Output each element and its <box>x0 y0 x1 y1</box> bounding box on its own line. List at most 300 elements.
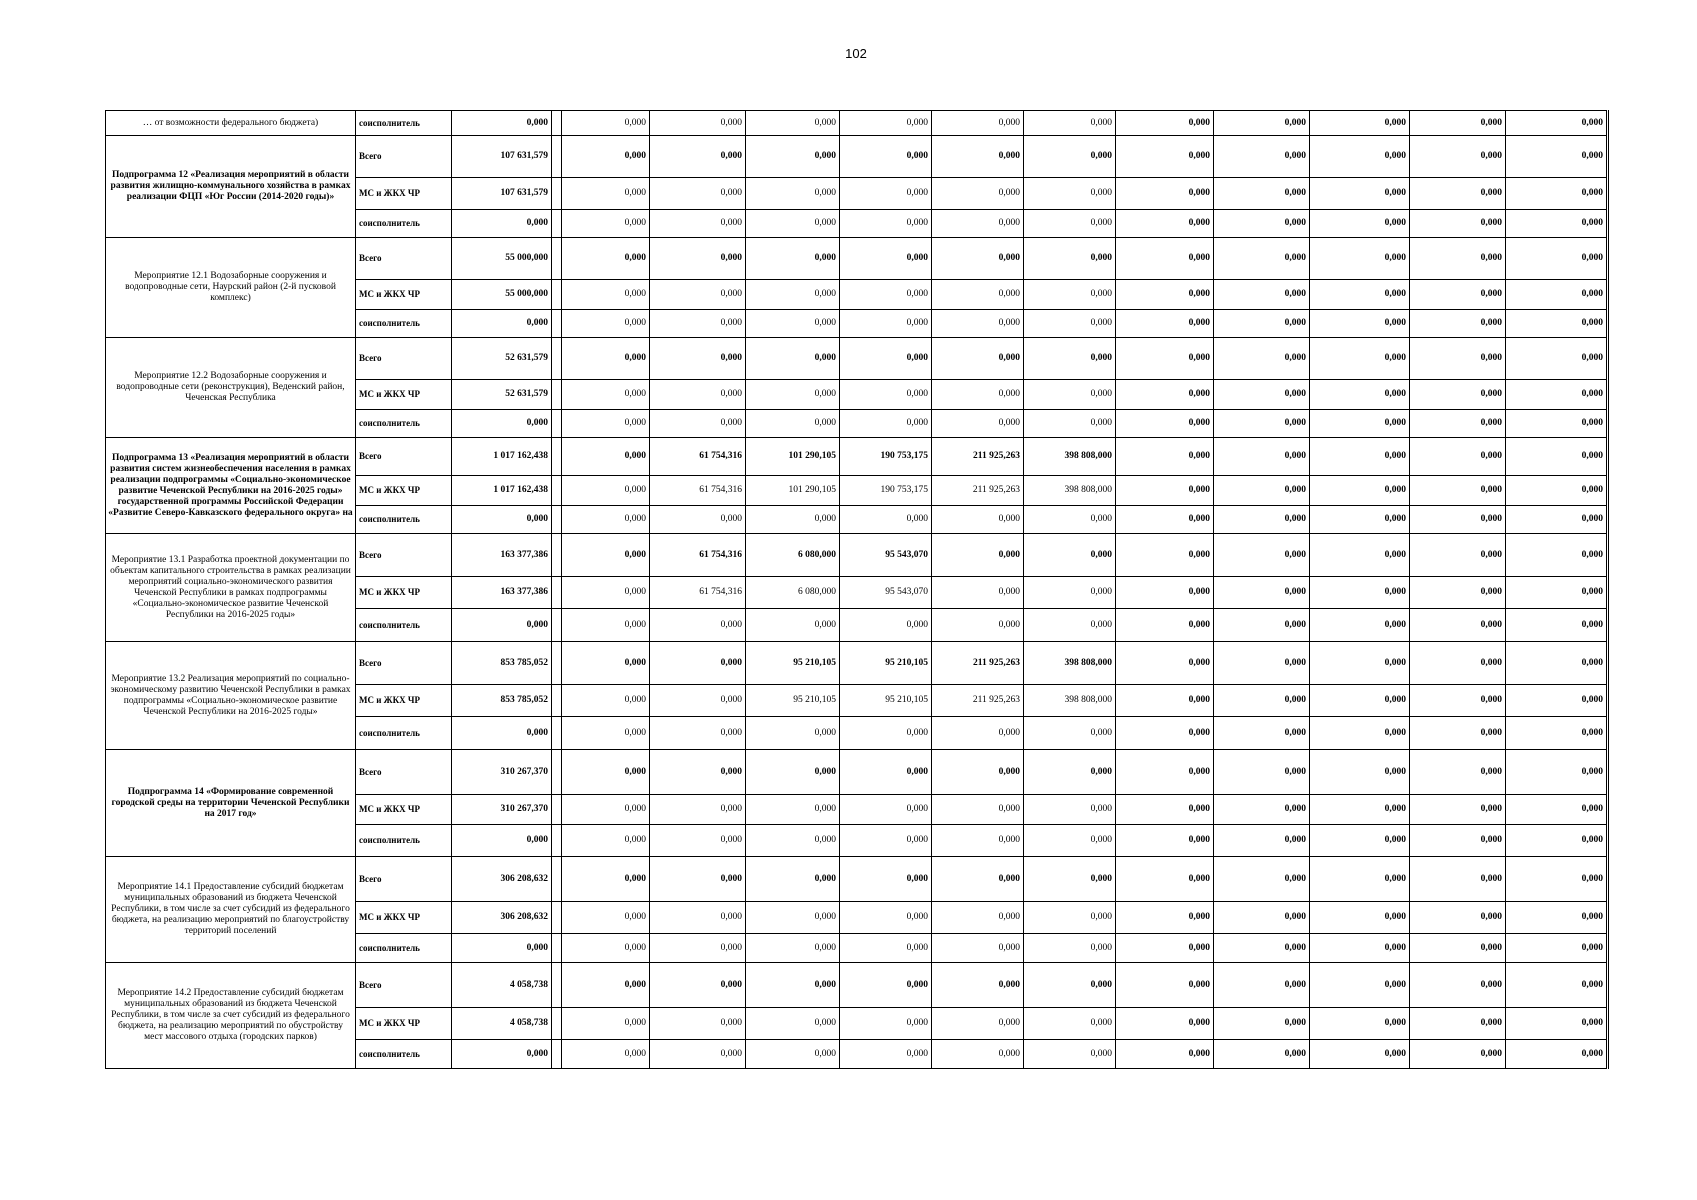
amount-cell: 0,000 <box>452 717 552 750</box>
amount-cell: 0,000 <box>452 410 552 438</box>
amount-cell: 0,000 <box>562 685 650 717</box>
amount-cell: 0,000 <box>1214 136 1310 178</box>
amount-cell: 0,000 <box>1214 280 1310 310</box>
amount-cell: 0,000 <box>1506 1040 1608 1069</box>
column-divider <box>552 609 562 642</box>
amount-cell: 0,000 <box>562 857 650 902</box>
amount-cell: 0,000 <box>932 178 1024 210</box>
amount-cell: 0,000 <box>746 1040 840 1069</box>
amount-cell: 853 785,052 <box>452 685 552 717</box>
amount-cell: 0,000 <box>1024 506 1116 534</box>
funding-source: Всего <box>356 857 452 902</box>
amount-cell: 0,000 <box>746 857 840 902</box>
amount-cell: 0,000 <box>932 609 1024 642</box>
amount-cell: 0,000 <box>1410 111 1506 136</box>
amount-cell: 0,000 <box>1024 410 1116 438</box>
amount-cell: 0,000 <box>1410 934 1506 963</box>
amount-cell: 0,000 <box>1310 902 1410 934</box>
amount-cell: 0,000 <box>650 178 746 210</box>
funding-source: Всего <box>356 238 452 280</box>
column-divider <box>552 506 562 534</box>
column-divider <box>552 438 562 476</box>
amount-cell: 0,000 <box>932 310 1024 338</box>
amount-cell: 0,000 <box>562 934 650 963</box>
amount-cell: 163 377,386 <box>452 534 552 577</box>
amount-cell: 0,000 <box>932 1008 1024 1040</box>
amount-cell: 0,000 <box>650 795 746 825</box>
amount-cell: 0,000 <box>1024 577 1116 609</box>
amount-cell: 0,000 <box>1024 210 1116 238</box>
amount-cell: 0,000 <box>746 825 840 857</box>
amount-cell: 52 631,579 <box>452 380 552 410</box>
budget-table <box>105 110 1609 1069</box>
amount-cell: 0,000 <box>1506 280 1608 310</box>
row-group-name: Мероприятие 14.1 Предоставление субсидий бюджетам муниципальных образований из бюджета Чеченской Республики, в том числе за счет субсидий из федерального бюджета, на реализацию мероприятий по благоустройству территорий поселений <box>106 857 356 963</box>
amount-cell: 0,000 <box>840 338 932 380</box>
amount-cell: 0,000 <box>746 717 840 750</box>
column-divider <box>552 136 562 178</box>
amount-cell: 0,000 <box>1024 338 1116 380</box>
amount-cell: 0,000 <box>1214 210 1310 238</box>
column-divider <box>552 1040 562 1069</box>
amount-cell: 0,000 <box>650 1008 746 1040</box>
amount-cell: 1 017 162,438 <box>452 476 552 506</box>
amount-cell: 0,000 <box>1214 609 1310 642</box>
amount-cell: 0,000 <box>650 280 746 310</box>
column-divider <box>552 750 562 795</box>
amount-cell: 0,000 <box>1310 934 1410 963</box>
amount-cell: 0,000 <box>1214 577 1310 609</box>
amount-cell: 0,000 <box>1214 338 1310 380</box>
amount-cell: 0,000 <box>1506 1008 1608 1040</box>
amount-cell: 0,000 <box>562 1040 650 1069</box>
amount-cell: 0,000 <box>840 136 932 178</box>
amount-cell: 0,000 <box>1214 685 1310 717</box>
amount-cell: 0,000 <box>1410 577 1506 609</box>
amount-cell: 0,000 <box>1506 506 1608 534</box>
amount-cell: 0,000 <box>1310 506 1410 534</box>
amount-cell: 0,000 <box>1310 642 1410 685</box>
amount-cell: 0,000 <box>746 795 840 825</box>
amount-cell: 0,000 <box>840 825 932 857</box>
amount-cell: 95 210,105 <box>840 685 932 717</box>
amount-cell: 0,000 <box>1024 380 1116 410</box>
amount-cell: 0,000 <box>1506 717 1608 750</box>
amount-cell: 0,000 <box>1410 902 1506 934</box>
amount-cell: 211 925,263 <box>932 685 1024 717</box>
amount-cell: 107 631,579 <box>452 136 552 178</box>
amount-cell: 0,000 <box>746 902 840 934</box>
funding-source: соисполнитель <box>356 609 452 642</box>
amount-cell: 0,000 <box>840 857 932 902</box>
amount-cell: 0,000 <box>1024 310 1116 338</box>
amount-cell: 0,000 <box>840 280 932 310</box>
amount-cell: 0,000 <box>1310 534 1410 577</box>
amount-cell: 0,000 <box>1410 178 1506 210</box>
amount-cell: 0,000 <box>1310 111 1410 136</box>
amount-cell: 0,000 <box>1024 1008 1116 1040</box>
amount-cell: 101 290,105 <box>746 476 840 506</box>
amount-cell: 0,000 <box>1024 280 1116 310</box>
row-group-name: Мероприятие 14.2 Предоставление субсидий бюджетам муниципальных образований из бюджета Чеченской Республики, в том числе за счет субсидий из федерального бюджета, на реализацию мероприятий по обустройству мест массового отдыха (городских парков) <box>106 963 356 1069</box>
amount-cell: 0,000 <box>1116 825 1214 857</box>
amount-cell: 0,000 <box>1506 902 1608 934</box>
amount-cell: 0,000 <box>932 380 1024 410</box>
funding-source: МС и ЖКХ ЧР <box>356 476 452 506</box>
column-divider <box>552 685 562 717</box>
amount-cell: 0,000 <box>1506 934 1608 963</box>
amount-cell: 0,000 <box>1024 111 1116 136</box>
row-group-name: Мероприятие 13.1 Разработка проектной документации по объектам капитального строительства в рамках реализации мероприятий социально-экономического развития Чеченской Республики в рамках подпрограммы «Социально-экономическое развитие Чеченской Республики на 2016-2025 годы» <box>106 534 356 642</box>
amount-cell: 0,000 <box>840 934 932 963</box>
amount-cell: 0,000 <box>1024 902 1116 934</box>
amount-cell: 0,000 <box>1214 476 1310 506</box>
amount-cell: 0,000 <box>562 338 650 380</box>
amount-cell: 0,000 <box>1410 410 1506 438</box>
amount-cell: 0,000 <box>562 534 650 577</box>
amount-cell: 0,000 <box>650 111 746 136</box>
amount-cell: 0,000 <box>1024 136 1116 178</box>
amount-cell: 0,000 <box>562 280 650 310</box>
amount-cell: 0,000 <box>1214 380 1310 410</box>
amount-cell: 0,000 <box>650 717 746 750</box>
funding-source: соисполнитель <box>356 210 452 238</box>
amount-cell: 0,000 <box>452 506 552 534</box>
amount-cell: 0,000 <box>1506 136 1608 178</box>
amount-cell: 0,000 <box>562 717 650 750</box>
amount-cell: 0,000 <box>1310 963 1410 1008</box>
amount-cell: 0,000 <box>562 1008 650 1040</box>
amount-cell: 0,000 <box>746 609 840 642</box>
amount-cell: 0,000 <box>1410 438 1506 476</box>
amount-cell: 0,000 <box>1310 136 1410 178</box>
amount-cell: 211 925,263 <box>932 438 1024 476</box>
column-divider <box>552 577 562 609</box>
row-group-name: Мероприятие 12.1 Водозаборные сооружения и водопроводные сети, Наурский район (2-й пусковой комплекс) <box>106 238 356 338</box>
row-group-name: Подпрограмма 12 «Реализация мероприятий в области развития жилищно-коммунального хозяйства в рамках реализации ФЦП «Юг России (2014-2020 годы)» <box>106 136 356 238</box>
amount-cell: 0,000 <box>746 410 840 438</box>
amount-cell: 310 267,370 <box>452 795 552 825</box>
amount-cell: 0,000 <box>1410 609 1506 642</box>
amount-cell: 0,000 <box>1506 825 1608 857</box>
table-row <box>106 111 1608 136</box>
amount-cell: 0,000 <box>840 210 932 238</box>
amount-cell: 0,000 <box>562 238 650 280</box>
amount-cell: 61 754,316 <box>650 577 746 609</box>
amount-cell: 0,000 <box>840 178 932 210</box>
amount-cell: 0,000 <box>840 1008 932 1040</box>
amount-cell: 0,000 <box>562 795 650 825</box>
amount-cell: 0,000 <box>562 476 650 506</box>
amount-cell: 0,000 <box>452 210 552 238</box>
amount-cell: 0,000 <box>1116 136 1214 178</box>
amount-cell: 0,000 <box>1310 577 1410 609</box>
amount-cell: 55 000,000 <box>452 280 552 310</box>
amount-cell: 0,000 <box>932 338 1024 380</box>
column-divider <box>552 1008 562 1040</box>
amount-cell: 0,000 <box>1116 685 1214 717</box>
amount-cell: 398 808,000 <box>1024 642 1116 685</box>
amount-cell: 0,000 <box>1116 338 1214 380</box>
table-row <box>106 857 1608 902</box>
amount-cell: 190 753,175 <box>840 476 932 506</box>
amount-cell: 0,000 <box>1214 410 1310 438</box>
amount-cell: 0,000 <box>650 934 746 963</box>
column-divider <box>552 111 562 136</box>
amount-cell: 0,000 <box>932 717 1024 750</box>
amount-cell: 0,000 <box>650 380 746 410</box>
column-divider <box>552 825 562 857</box>
funding-source: Всего <box>356 438 452 476</box>
amount-cell: 0,000 <box>932 902 1024 934</box>
amount-cell: 0,000 <box>1506 963 1608 1008</box>
amount-cell: 306 208,632 <box>452 902 552 934</box>
funding-source: МС и ЖКХ ЧР <box>356 902 452 934</box>
amount-cell: 0,000 <box>562 210 650 238</box>
amount-cell: 0,000 <box>746 750 840 795</box>
amount-cell: 0,000 <box>1214 857 1310 902</box>
amount-cell: 310 267,370 <box>452 750 552 795</box>
amount-cell: 0,000 <box>840 1040 932 1069</box>
amount-cell: 190 753,175 <box>840 438 932 476</box>
amount-cell: 0,000 <box>1410 506 1506 534</box>
amount-cell: 0,000 <box>562 642 650 685</box>
funding-source: Всего <box>356 136 452 178</box>
amount-cell: 0,000 <box>1116 1008 1214 1040</box>
table-row <box>106 750 1608 795</box>
amount-cell: 0,000 <box>650 825 746 857</box>
amount-cell: 0,000 <box>1024 178 1116 210</box>
amount-cell: 0,000 <box>840 609 932 642</box>
amount-cell: 0,000 <box>1410 210 1506 238</box>
amount-cell: 55 000,000 <box>452 238 552 280</box>
amount-cell: 0,000 <box>932 238 1024 280</box>
amount-cell: 0,000 <box>452 825 552 857</box>
column-divider <box>552 280 562 310</box>
amount-cell: 0,000 <box>1310 825 1410 857</box>
amount-cell: 0,000 <box>932 825 1024 857</box>
table-row <box>106 642 1608 685</box>
amount-cell: 0,000 <box>1310 178 1410 210</box>
amount-cell: 398 808,000 <box>1024 476 1116 506</box>
amount-cell: 0,000 <box>1410 136 1506 178</box>
amount-cell: 0,000 <box>1506 438 1608 476</box>
amount-cell: 0,000 <box>562 111 650 136</box>
amount-cell: 0,000 <box>650 963 746 1008</box>
amount-cell: 0,000 <box>932 136 1024 178</box>
funding-source: соисполнитель <box>356 825 452 857</box>
funding-source: соисполнитель <box>356 717 452 750</box>
amount-cell: 0,000 <box>1024 717 1116 750</box>
amount-cell: 0,000 <box>650 685 746 717</box>
amount-cell: 0,000 <box>1410 380 1506 410</box>
amount-cell: 0,000 <box>1506 609 1608 642</box>
row-group-name: … от возможности федерального бюджета) <box>106 111 356 136</box>
amount-cell: 0,000 <box>1506 577 1608 609</box>
amount-cell: 0,000 <box>1116 280 1214 310</box>
amount-cell: 52 631,579 <box>452 338 552 380</box>
amount-cell: 0,000 <box>1024 934 1116 963</box>
amount-cell: 0,000 <box>746 178 840 210</box>
amount-cell: 0,000 <box>1310 1008 1410 1040</box>
amount-cell: 0,000 <box>1410 795 1506 825</box>
amount-cell: 0,000 <box>1310 795 1410 825</box>
column-divider <box>552 642 562 685</box>
table-row <box>106 963 1608 1008</box>
amount-cell: 95 543,070 <box>840 534 932 577</box>
amount-cell: 4 058,738 <box>452 1008 552 1040</box>
amount-cell: 0,000 <box>1024 825 1116 857</box>
amount-cell: 0,000 <box>1116 238 1214 280</box>
amount-cell: 0,000 <box>1116 642 1214 685</box>
amount-cell: 1 017 162,438 <box>452 438 552 476</box>
amount-cell: 0,000 <box>1506 410 1608 438</box>
amount-cell: 0,000 <box>1214 902 1310 934</box>
amount-cell: 0,000 <box>1410 310 1506 338</box>
amount-cell: 0,000 <box>1506 210 1608 238</box>
amount-cell: 0,000 <box>840 750 932 795</box>
table-row <box>106 438 1608 476</box>
amount-cell: 0,000 <box>452 111 552 136</box>
amount-cell: 0,000 <box>650 136 746 178</box>
amount-cell: 0,000 <box>1116 934 1214 963</box>
amount-cell: 211 925,263 <box>932 642 1024 685</box>
amount-cell: 0,000 <box>650 238 746 280</box>
amount-cell: 0,000 <box>1410 534 1506 577</box>
amount-cell: 0,000 <box>562 825 650 857</box>
amount-cell: 0,000 <box>1116 410 1214 438</box>
amount-cell: 0,000 <box>932 857 1024 902</box>
page-number: 102 <box>845 46 867 61</box>
amount-cell: 0,000 <box>1410 1008 1506 1040</box>
amount-cell: 0,000 <box>650 338 746 380</box>
table-row <box>106 338 1608 380</box>
amount-cell: 0,000 <box>1116 902 1214 934</box>
amount-cell: 0,000 <box>840 238 932 280</box>
funding-source: МС и ЖКХ ЧР <box>356 795 452 825</box>
amount-cell: 0,000 <box>1116 795 1214 825</box>
amount-cell: 0,000 <box>840 410 932 438</box>
amount-cell: 6 080,000 <box>746 577 840 609</box>
funding-source: МС и ЖКХ ЧР <box>356 577 452 609</box>
amount-cell: 398 808,000 <box>1024 438 1116 476</box>
funding-source: МС и ЖКХ ЧР <box>356 178 452 210</box>
amount-cell: 0,000 <box>1310 1040 1410 1069</box>
table-row <box>106 238 1608 280</box>
amount-cell: 0,000 <box>1410 685 1506 717</box>
amount-cell: 0,000 <box>562 136 650 178</box>
amount-cell: 0,000 <box>1116 438 1214 476</box>
amount-cell: 0,000 <box>1024 750 1116 795</box>
amount-cell: 61 754,316 <box>650 476 746 506</box>
funding-source: Всего <box>356 963 452 1008</box>
amount-cell: 0,000 <box>562 963 650 1008</box>
amount-cell: 0,000 <box>932 210 1024 238</box>
amount-cell: 0,000 <box>1214 506 1310 534</box>
amount-cell: 95 210,105 <box>746 685 840 717</box>
amount-cell: 0,000 <box>1310 280 1410 310</box>
amount-cell: 0,000 <box>1506 178 1608 210</box>
amount-cell: 0,000 <box>1116 717 1214 750</box>
row-group-name: Подпрограмма 13 «Реализация мероприятий в области развития систем жизнеобеспечения населения в рамках реализации подпрограммы «Социально-экономическое развитие Чеченской Республики на 2016-2025 годы» государственной программы Российской Федерации «Развитие Северо-Кавказского федерального округа» на <box>106 438 356 534</box>
amount-cell: 0,000 <box>1214 1040 1310 1069</box>
amount-cell: 0,000 <box>932 534 1024 577</box>
row-group-name: Мероприятие 12.2 Водозаборные сооружения и водопроводные сети (реконструкция), Веденский район, Чеченская Республика <box>106 338 356 438</box>
amount-cell: 0,000 <box>562 750 650 795</box>
amount-cell: 0,000 <box>1024 795 1116 825</box>
amount-cell: 0,000 <box>1116 577 1214 609</box>
amount-cell: 0,000 <box>1024 238 1116 280</box>
amount-cell: 4 058,738 <box>452 963 552 1008</box>
amount-cell: 0,000 <box>1024 1040 1116 1069</box>
funding-source: соисполнитель <box>356 506 452 534</box>
amount-cell: 0,000 <box>1506 642 1608 685</box>
amount-cell: 0,000 <box>650 410 746 438</box>
column-divider <box>552 178 562 210</box>
amount-cell: 0,000 <box>562 178 650 210</box>
amount-cell: 0,000 <box>746 338 840 380</box>
amount-cell: 0,000 <box>1214 934 1310 963</box>
amount-cell: 0,000 <box>1214 1008 1310 1040</box>
amount-cell: 0,000 <box>562 310 650 338</box>
amount-cell: 0,000 <box>840 717 932 750</box>
amount-cell: 0,000 <box>840 310 932 338</box>
amount-cell: 306 208,632 <box>452 857 552 902</box>
column-divider <box>552 380 562 410</box>
amount-cell: 0,000 <box>1410 338 1506 380</box>
amount-cell: 0,000 <box>746 238 840 280</box>
amount-cell: 0,000 <box>1214 642 1310 685</box>
amount-cell: 0,000 <box>1214 534 1310 577</box>
amount-cell: 107 631,579 <box>452 178 552 210</box>
amount-cell: 0,000 <box>932 280 1024 310</box>
amount-cell: 0,000 <box>452 310 552 338</box>
amount-cell: 0,000 <box>840 795 932 825</box>
row-group-name: Мероприятие 13.2 Реализация мероприятий по социально-экономическому развитию Чеченской Республики в рамках подпрограммы «Социально-экономическое развитие Чеченской Республики на 2016-2025 годы» <box>106 642 356 750</box>
amount-cell: 0,000 <box>562 609 650 642</box>
amount-cell: 0,000 <box>746 310 840 338</box>
amount-cell: 0,000 <box>1410 476 1506 506</box>
funding-source: Всего <box>356 642 452 685</box>
column-divider <box>552 476 562 506</box>
amount-cell: 0,000 <box>562 438 650 476</box>
amount-cell: 0,000 <box>1116 857 1214 902</box>
amount-cell: 0,000 <box>932 795 1024 825</box>
amount-cell: 0,000 <box>1310 609 1410 642</box>
amount-cell: 0,000 <box>932 410 1024 438</box>
amount-cell: 0,000 <box>840 111 932 136</box>
amount-cell: 0,000 <box>840 902 932 934</box>
amount-cell: 0,000 <box>650 902 746 934</box>
amount-cell: 398 808,000 <box>1024 685 1116 717</box>
amount-cell: 0,000 <box>1310 857 1410 902</box>
amount-cell: 0,000 <box>1116 310 1214 338</box>
amount-cell: 0,000 <box>452 934 552 963</box>
amount-cell: 0,000 <box>932 934 1024 963</box>
amount-cell: 0,000 <box>562 902 650 934</box>
amount-cell: 0,000 <box>562 410 650 438</box>
amount-cell: 0,000 <box>1410 857 1506 902</box>
amount-cell: 0,000 <box>1116 1040 1214 1069</box>
amount-cell: 0,000 <box>932 577 1024 609</box>
amount-cell: 0,000 <box>1024 534 1116 577</box>
amount-cell: 0,000 <box>840 380 932 410</box>
amount-cell: 0,000 <box>650 750 746 795</box>
amount-cell: 0,000 <box>746 280 840 310</box>
amount-cell: 0,000 <box>650 642 746 685</box>
amount-cell: 0,000 <box>650 210 746 238</box>
amount-cell: 0,000 <box>746 1008 840 1040</box>
